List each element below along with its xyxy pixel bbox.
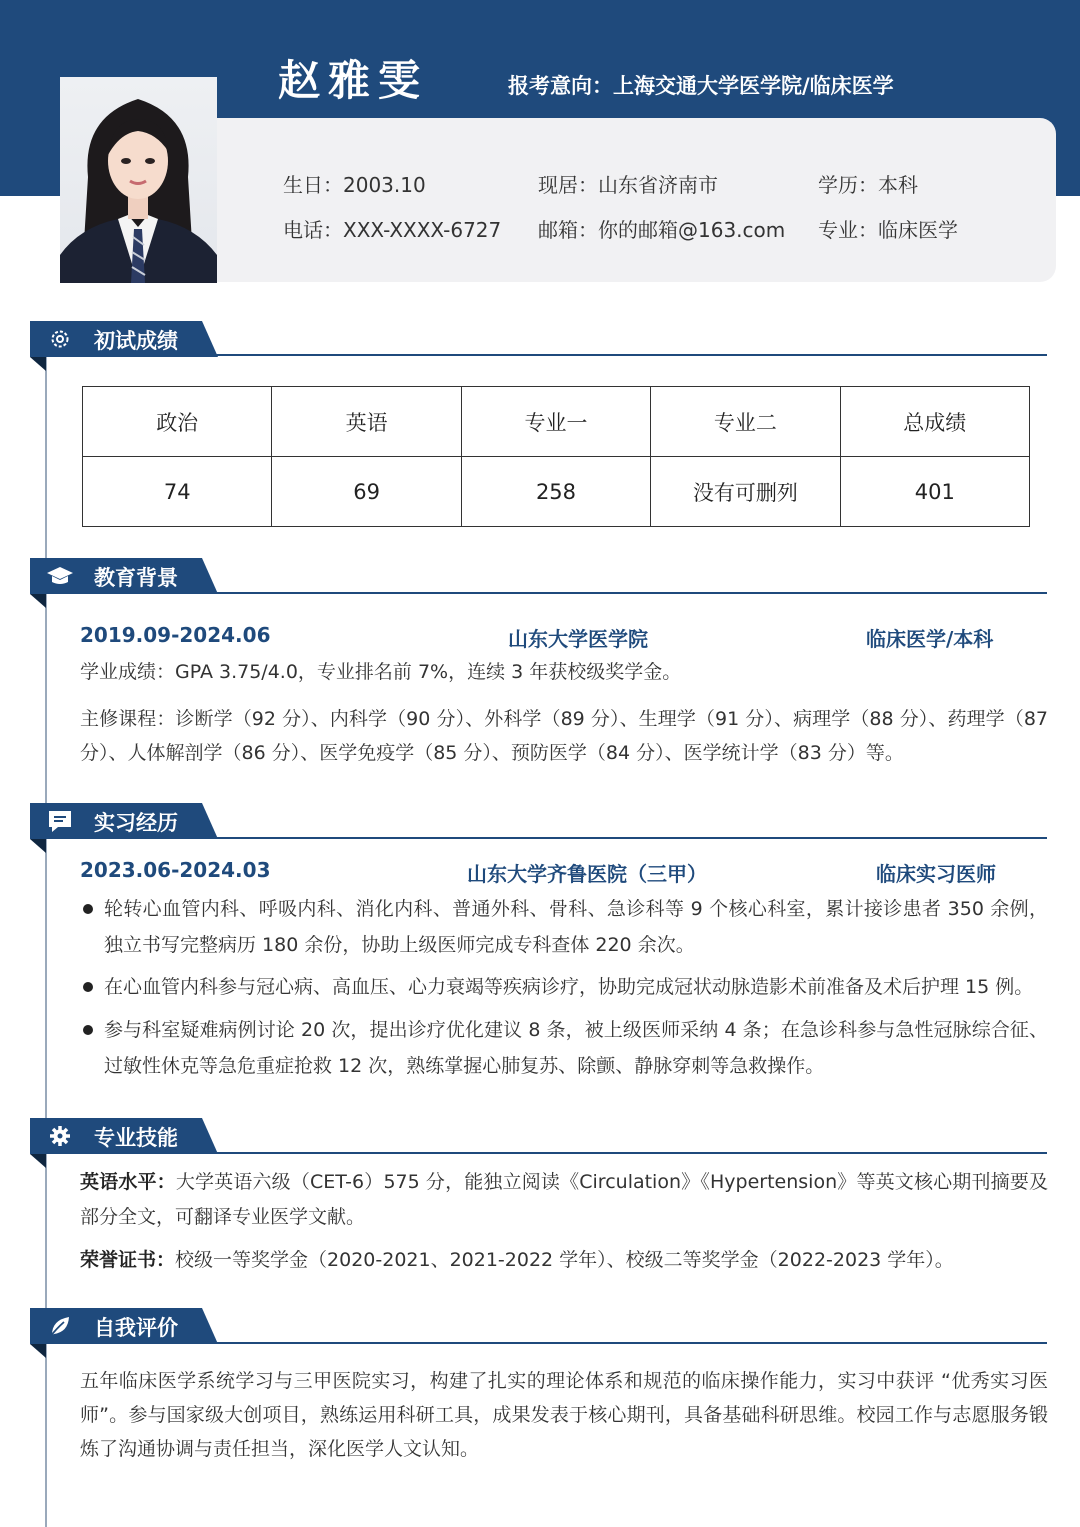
section-title-skills: 专业技能 [94, 1126, 178, 1150]
section-title-education: 教育背景 [94, 566, 178, 590]
section-rule-internship [210, 837, 1047, 839]
section-title-self-eval: 自我评价 [94, 1316, 178, 1340]
residence: 现居：山东省济南市 [538, 173, 718, 197]
internship-bullet-text: 参与科室疑难病例讨论 20 次，提出诊疗优化建议 8 条，被上级医师采纳 4 条；在急诊科参与急性冠脉综合征、过敏性休克等急危重症抢救 12 次，熟练掌握心肺复苏、除颤、静脉穿刺等急救操作。 [104, 1019, 1048, 1077]
list-item [80, 969, 1048, 1005]
education-period: 2019.09-2024.06 [80, 623, 271, 647]
candidate-name: 赵雅雯 [278, 56, 429, 105]
section-rule-scores [210, 354, 1047, 356]
scores-table [82, 386, 1030, 527]
email: 邮箱：你的邮箱@163.com [538, 218, 786, 242]
major: 专业：临床医学 [818, 218, 958, 242]
section-rule-skills [210, 1152, 1047, 1154]
skill-english [80, 1165, 1048, 1235]
section-title-scores: 初试成绩 [94, 329, 178, 353]
skill-english-text: 大学英语六级（CET-6）575 分，能独立阅读《Circulation》《Hypertension》等英文核心期刊摘要及部分全文，可翻译专业医学文献。 [80, 1171, 1048, 1228]
birthday: 生日：2003.10 [283, 173, 426, 197]
degree: 学历：本科 [818, 173, 918, 197]
table-cell: 英语 [272, 387, 461, 457]
bullet-dot [83, 904, 93, 914]
skill-honor-label: 荣誉证书： [80, 1249, 176, 1271]
portrait-illustration [60, 77, 217, 283]
info-card [150, 118, 1056, 282]
internship-bullet-text: 在心血管内科参与冠心病、高血压、心力衰竭等疾病诊疗，协助完成冠状动脉造影术前准备及术后护理 15 例。 [104, 976, 1034, 998]
table-header-row [83, 387, 1030, 457]
table-cell: 69 [272, 457, 461, 527]
list-item [80, 891, 1048, 963]
education-gpa: 学业成绩：GPA 3.75/4.0，专业排名前 7%，连续 3 年获校级奖学金。 [80, 661, 682, 683]
internship-bullet-text: 轮转心血管内科、呼吸内科、消化内科、普通外科、骨科、急诊科等 9 个核心科室，累计接诊患者 350 余例，独立书写完整病历 180 余份，协助上级医师完成专科查体 220 余次。 [104, 898, 1048, 956]
internship-period: 2023.06-2024.03 [80, 858, 271, 882]
table-cell: 401 [840, 457, 1029, 527]
bullet-dot [83, 1025, 93, 1035]
skill-honors [80, 1243, 1048, 1277]
table-cell: 专业一 [461, 387, 650, 457]
table-cell: 没有可删列 [651, 457, 840, 527]
education-courses: 主修课程：诊断学（92 分）、内科学（90 分）、外科学（89 分）、生理学（91 分）、病理学（88 分）、药理学（87 分）、人体解剖学（86 分）、医学免疫学（85 分）、预防医学（84 分）、医学统计学（83 分）等。 [80, 708, 1048, 764]
section-title-internship: 实习经历 [94, 811, 178, 835]
cog-icon [46, 1124, 74, 1148]
internship-role: 临床实习医师 [876, 862, 996, 886]
table-cell: 74 [83, 457, 272, 527]
graduation-cap-icon [46, 564, 74, 588]
bullet-dot [83, 982, 93, 992]
internship-hospital: 山东大学齐鲁医院（三甲） [467, 862, 707, 886]
profile-photo [60, 77, 217, 283]
self-evaluation-text: 五年临床医学系统学习与三甲医院实习，构建了扎实的理论体系和规范的临床操作能力，实习中获评 “优秀实习医师”。参与国家级大创项目，熟练运用科研工具，成果发表于核心期刊，具备基础科研思维。校园工作与志愿服务锻炼了沟通协调与责任担当，深化医学人文认知。 [80, 1370, 1048, 1460]
education-school: 山东大学医学院 [508, 627, 648, 651]
message-icon [46, 809, 74, 833]
list-item [80, 1012, 1048, 1084]
table-cell: 总成绩 [840, 387, 1029, 457]
section-rule-self-eval [210, 1342, 1047, 1344]
leaf-icon [46, 1314, 74, 1338]
table-row [83, 457, 1030, 527]
table-cell: 政治 [83, 387, 272, 457]
skill-honor-text: 校级一等奖学金（2020-2021、2021-2022 学年）、校级二等奖学金（2022-2023 学年）。 [175, 1249, 954, 1271]
skill-english-label: 英语水平： [80, 1171, 176, 1193]
application-intent: 报考意向：上海交通大学医学院/临床医学 [508, 74, 894, 98]
education-major: 临床医学/本科 [866, 627, 994, 651]
phone: 电话：XXX-XXXX-6727 [283, 218, 502, 242]
section-rule-education [210, 592, 1047, 594]
table-cell: 专业二 [651, 387, 840, 457]
table-cell: 258 [461, 457, 650, 527]
gear-icon [46, 327, 74, 351]
